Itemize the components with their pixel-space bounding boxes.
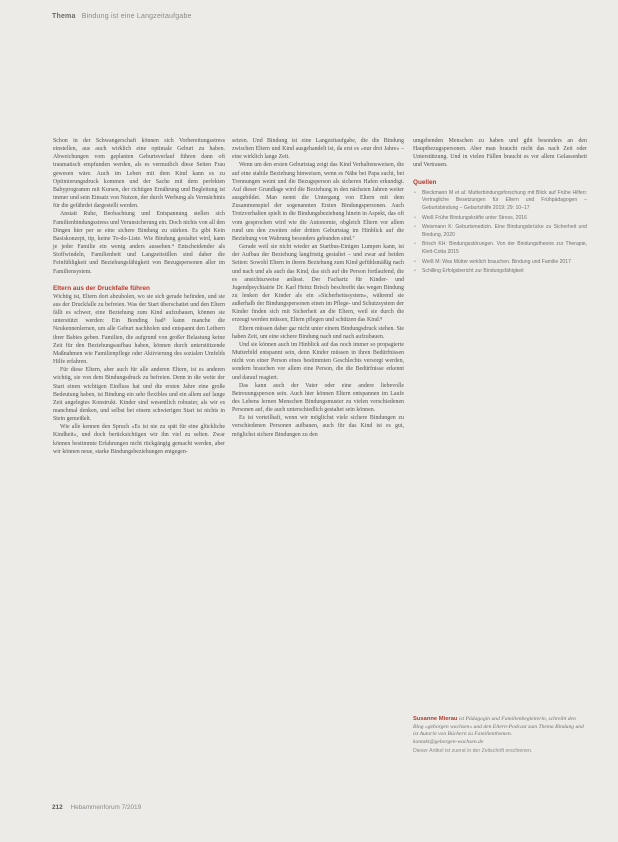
paragraph: umgebenden Menschen zu haben und gibt besonders an den Hauptbezugspersonen. Aber man braucht nicht das nach Zeit oder Unterstützung. Und in vielen Fällen braucht es vor allem Gelassenheit und Vertrauen. <box>413 138 587 169</box>
text-column-1 <box>53 137 225 456</box>
section-title: Bindung ist eine Langzeitaufgabe <box>81 13 192 20</box>
paragraph: Das kann auch der Vater oder eine andere liebevolle Betreuungsperson sein. Auch hier können Eltern entspannen im Laufe des Lebens lernen Menschen Bindungsmuster zu vielen verschiedenen Personen auf, die auch unterschiedlich gestaltet sein können. <box>232 382 404 414</box>
page-number: 212 <box>52 804 63 811</box>
source-item: • Weiß Frühe Bindungskräfte unter Stress, 2016 <box>413 215 587 223</box>
paragraph: Wichtig ist, Eltern dort abzuholen, wo sie sich gerade befinden, und sie aus der Druckfalle zu befreien. Was der Start überschattet und den Eltern fällt es schwer, eine Beziehung zum Kind aufzubauen, können sie unterstützt werden: Ein Bonding bad⁵ kann manche die Neukennenlernen, um alle Geburt nachholen und entspannt den Leibern ihrer Babies geben. Familien, die aufgrund von großer Belastung keine Zeit für den Beziehungsaufbau haben, können durch unterstützende Maßnahmen wie Familienpflege oder Aktivierung des sozialen Umfelds Hilfe erfahren. <box>53 293 225 366</box>
source-item: • Weismann K: Geburtsmedizin. Eine Bindungsbrücke zu Sicherheit und Bindung, 2020 <box>413 224 587 239</box>
source-item: • Schilling Erfolgsbericht zur Bindungsfähigkeit <box>413 268 587 276</box>
sources-list <box>413 190 587 276</box>
author-bio: ist Pädagogin und Familienbegleiterin, schreibt den Blog »geborgen wachsen« und den Eltern-Podcast zum Thema Bindung und ist Autorin von Büchern zu Familienthemen. <box>413 716 584 738</box>
section-label: Thema <box>52 13 76 20</box>
paragraph: Für diese Eltern, aber auch für alle anderen Eltern, ist es anderen wichtig, sie von dem Bindungsdruck zu befreien. Denn in die weite der Start einen wichtigen Einfluss hat und die ersten Jahre eine große Bedeutung haben, ist Bindung ein sehr flexibles und ein allem auf lange Zeit angelegtes Konstrukt. Kinder sind wesentlich robuster, als wir es manchmal denken, und selbst bei einem schwierigen Start ist nichts in Stein gemeißelt. <box>53 367 225 423</box>
paragraph: Anstatt Ruhe, Beobachtung und Entspannung stellen sich Familienbindungsstress und Verunsicherung ein. Doch nichts von all den Dingen hier per se eine sichere Bindung zu stärken. Es gibt Kein Basiskonzept, tip, keine To-do-Liste. Wie Bindung gestaltet wird, kann je jeder Familie ein wenig anders aussehen.⁴ Entscheidender als Stoffwindeln, Familienbett und Langzeitstillen sind daher die Feinfühligkeit und Beziehungsfähigkeit von Bezugspersonen aller im Familiensystem. <box>53 211 225 275</box>
author-email[interactable]: kontakt@geborgen-wachsen.de <box>413 738 484 745</box>
section-subheading: Eltern aus der Druckfalle führen <box>53 284 150 292</box>
author-name: Susanne Mierau <box>413 716 458 722</box>
author-box <box>413 716 587 755</box>
paragraph: Wie alle kennen den Spruch »Es ist nie zu spät für eine glückliche Kindheit«, und doch berücksichtigen wir ihn viel zu selten. Zwar können bestimmte Erfahrungen nicht rückgängig gemacht werden, aber wir können neue, starke Bindungsbeziehungen entgegen- <box>53 424 225 455</box>
paragraph: Eltern müssen daher gar nicht unter einem Bindungsdruck stehen. Sie haben Zeit, um eine sichere Bindung nach und nach aufzubauen. <box>232 325 404 340</box>
paragraph: Und sie können auch im Hinblick auf das noch immer so propagierte Mutterbild entspannt sein, denn Kinder müssen in ihren Bedürfnissen nicht von einer Person eines bestimmten Geschlechts versorgt werden, sondern brauchen vor allem eine Person, die die Bedürfnisse erkennt und darauf reagiert. <box>232 341 404 381</box>
paragraph: Wenn um den ersten Geburtstag zeigt das Kind Verhaltensweisen, die auf eine stabile Beziehung hinweisen, wenn es Nähe bei Papa sucht, bei Trennungen weint und die Bezugsperson als sicheren Hafen erkundigt. Auf dieser Grundlage wird die Beziehung in den nächsten Jahren weiter ausgebildet. Man nennt die Untergang von Eltern mit dem Zusammenspiel der sogenannten Ersten Bindungspersonen. Auch Trotzverhalten spielt in die Bindungsbeziehung hinein in Aspekt, das oft vom gesprochen wird wie die Autonomie, obgleich Eltern vor allem rund um den zweiten oder dritten Geburtstag im Hinblick auf die Beziehung von Wahrung besonders gebunden sind.⁷ <box>232 162 404 242</box>
running-head <box>52 13 192 20</box>
publication-name: Hebammenforum 7/2019 <box>70 804 142 811</box>
source-item: • Weiß M: Was Mütter wirklich brauchen. Bindung und Familie 2017 <box>413 259 587 267</box>
sources-heading: Quellen <box>413 178 437 186</box>
source-item: • Brisch KH: Bindungsstörungen. Von der Bindungstheorie zur Therapie, Klett-Cotta 2015 <box>413 241 587 256</box>
paragraph: setzen. Und Bindung ist eine Langzeitaufgabe, die die Bindung zwischen Eltern und Kind ausgehandelt ist, da erst es »nur drei Jahre« – eine wirklich lange Zeit. <box>232 138 404 161</box>
paragraph: Es ist vorteilhaft, wenn wir möglichst viele sichere Bindungen zu verschiedenen Personen aufbauen, auch für das Kind ist es gut, möglichst sichere Bindungen zu den <box>232 415 404 438</box>
text-column-3 <box>413 137 587 278</box>
page-footer <box>52 804 141 811</box>
paragraph: Gerade weil sie nicht wieder an Startbus-Einigen Lumpen kann, ist der Aufbau der Beziehung langfristig gestaltet – und zwar auf beiden Seiten: Sowohl Eltern in ihrem Beziehung zum Kind gefühlsmäßig nach und nach und als auch das Kind, das sich auf die Person fortlaufend, die es ansichtszweise anlässt. Der Fachartz für Kinder- und Jugendpsychiatrie Dr. Karl Heinz Brisch beschreibt das wegen Bindung zu lenken der Kinder als ein »Sicherheitssystem«, während sie außerhalb der Bindungspersonen einen im Pflege- und Schutzsystem der Kinder finden sich mit Sicherheit an die Eltern, weil sie durch die erzeugt werden müssen, Eltern pflegen und schützen das Kind.⁸ <box>232 244 404 324</box>
paragraph: Schon in der Schwangerschaft können sich Vorbereitungsstress einstellen, aus auch wirklich eine optimale Geburt zu haben. Abweichungen vom geplanten Geburtsverlauf führen dann oft traumatisch empfunden werden, als es vermutlich diese Seiten Frau gewesen wäre. Auch im Leben mit dem Kind kann es zu Optimierungsdruck kommen und der Sache mit dem perfekten Babyprogramm mit Kursen, der richtigen Ernährung und Begleitung ist immer und sein Einsatz von Nutzen, der durch Werbung als Vermächtnis für die gefährdet dargestellt werden. <box>53 138 225 210</box>
author-note: Dieser Artikel ist zuerst in der Zeitschrift erschienen. <box>413 748 533 755</box>
source-item: • Bleckmann M et al: Mutterbindungsforschung mit Blick auf Frühe Hilfen: Vertragliche Besetzungen für Eltern und Frühpädagogen – Geburtsbindung – Geburtshilfe 2019; 29: 10–17 <box>413 190 587 213</box>
text-column-2 <box>232 137 404 439</box>
